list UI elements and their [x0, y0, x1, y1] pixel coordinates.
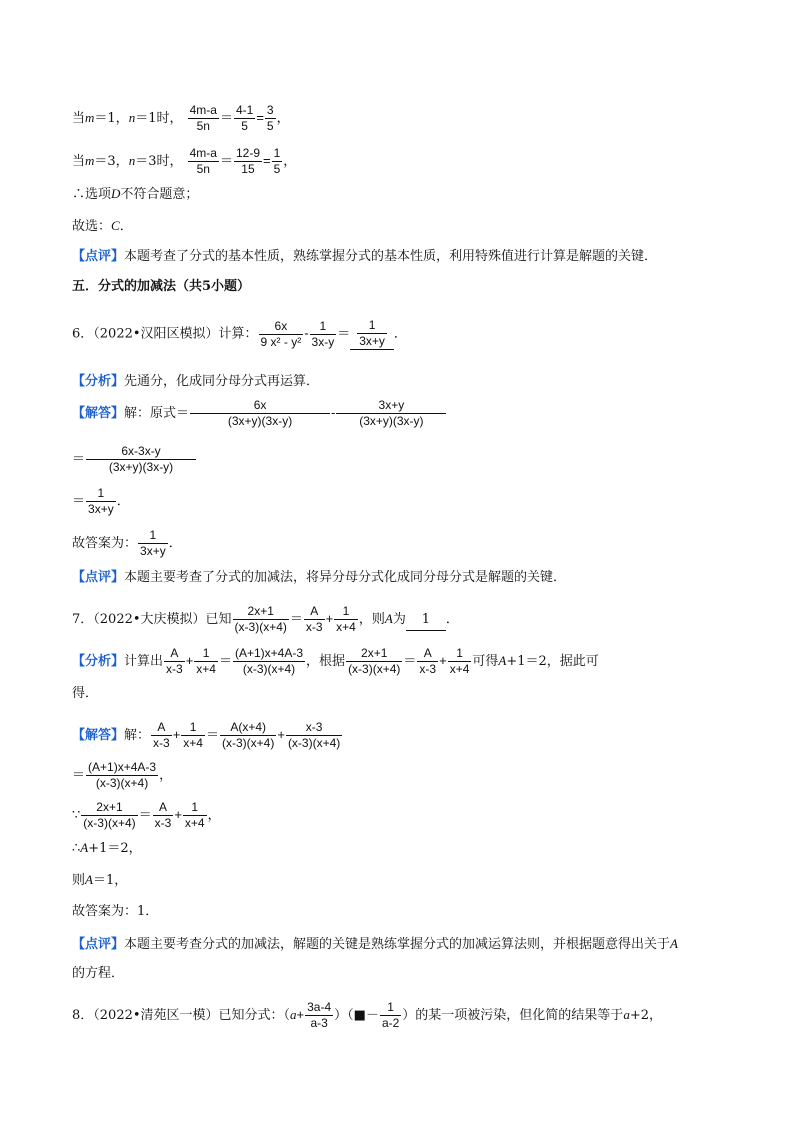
denominator: (x-3)(x+4): [95, 776, 149, 790]
comment-line: [72, 568, 566, 588]
text: 解：: [124, 728, 151, 743]
fraction: [334, 604, 358, 635]
fraction: [272, 146, 283, 177]
solution-step-3: [72, 800, 221, 831]
option-d: D: [111, 186, 121, 201]
fraction: [417, 646, 438, 677]
numerator: 1: [310, 319, 337, 335]
fraction: [164, 646, 185, 677]
solution-tag: 【解答】: [72, 406, 125, 421]
text: 故答案为：: [72, 536, 138, 551]
numerator: 3: [266, 103, 274, 117]
comment-tag: 【点评】: [72, 570, 125, 585]
solution-step-2: [72, 444, 197, 475]
text: ，: [159, 768, 173, 783]
denominator: 5: [241, 119, 248, 133]
operator: ＝: [289, 611, 303, 626]
analysis-line: [72, 646, 599, 677]
fraction: [190, 398, 330, 429]
denominator: x+4: [336, 620, 356, 634]
numerator: A: [151, 720, 172, 736]
conclusion-line: [72, 184, 198, 205]
numerator: (A+1)x+4A-3: [88, 760, 157, 774]
denominator: (3x+y)(3x-y): [359, 414, 424, 428]
denominator: 3x-y: [311, 334, 335, 349]
solution-step-2: [72, 760, 172, 791]
text: 则: [72, 873, 86, 888]
denominator: x-3: [166, 662, 183, 676]
var-a: a: [290, 1007, 297, 1022]
analysis-tag: 【分析】: [72, 374, 125, 389]
comment-text: 本题考查了分式的基本性质，熟练掌握分式的基本性质，利用特殊值进行计算是解题的关键．: [124, 249, 658, 264]
numerator: 4-1: [235, 103, 254, 117]
denominator: (3x+y)(3x-y): [108, 460, 174, 474]
fraction: [346, 646, 402, 677]
denominator: x-3: [419, 662, 437, 676]
question-number: 8．（2022•清苑区一模）已知分式：（: [72, 1008, 291, 1023]
question-7: [72, 604, 459, 635]
fraction: [183, 800, 207, 831]
var-a: A: [498, 653, 507, 668]
text: +1＝2，据此可: [506, 654, 599, 669]
analysis-text: 先通分，化成同分母分式再运算．: [124, 374, 320, 389]
numerator: A: [153, 800, 174, 816]
text: ，: [276, 111, 290, 126]
fraction: [181, 720, 205, 751]
text: ，: [207, 808, 221, 823]
denominator: 5n: [196, 119, 210, 133]
solution-step-5: [72, 870, 127, 891]
var-a: A: [384, 611, 393, 626]
text: ，则: [358, 612, 385, 627]
numerator: 1: [448, 646, 472, 662]
fraction: [81, 800, 137, 831]
denominator: (x-3)(x+4): [83, 816, 136, 830]
solution-tag: 【解答】: [72, 728, 125, 743]
var-m: m: [85, 110, 95, 125]
numerator: 6x-3x-y: [86, 444, 196, 460]
fraction: [188, 103, 219, 134]
answer-blank: 1: [406, 610, 446, 631]
numerator: A: [417, 646, 438, 662]
fraction: [265, 103, 276, 134]
numerator: 4m-a: [189, 103, 217, 117]
var-m: m: [85, 153, 95, 168]
operator: +: [296, 1007, 305, 1022]
denominator: 9 x² - y²: [260, 334, 302, 349]
numerator: 1: [194, 646, 218, 662]
numerator: 1: [138, 528, 168, 544]
fraction: [233, 604, 289, 635]
comment-line: [72, 247, 657, 267]
solution-step-4: [72, 838, 142, 859]
comment-line: [72, 934, 678, 955]
fraction: [286, 720, 342, 751]
solution-line-m1: 当m＝1，n＝1时， $\frac{4m-a}{5n}$ ＝ $\frac{4-1}{5}$ = $\frac{3}{5}$ ，: [72, 103, 290, 133]
fraction: [233, 646, 305, 677]
numerator: A(x+4): [220, 720, 276, 736]
text: ）的某一项被污染，但化简的结果等于: [402, 1008, 624, 1023]
comment-tag: 【点评】: [72, 937, 125, 952]
denominator: x+4: [183, 736, 203, 750]
operator: -: [331, 405, 336, 420]
solution-line-m3: 当m＝3，n＝3时， $\frac{4m-a}{5n}$ ＝ $\frac{12-9}{15}$ = $\frac{1}{5}$ ，: [72, 146, 297, 176]
fraction: [448, 646, 472, 677]
operator: ＝: [403, 653, 417, 668]
denominator: x+4: [196, 662, 216, 676]
numerator: 2x+1: [346, 646, 402, 662]
numerator: 1: [181, 720, 205, 736]
var-a: A: [80, 840, 89, 855]
fraction: [310, 319, 337, 350]
option-c: C: [111, 218, 120, 233]
numerator: 6x: [259, 319, 304, 335]
var-n: n: [128, 110, 136, 125]
text: 不符合题意；: [120, 187, 199, 202]
denominator: (3x+y)(3x-y): [227, 414, 293, 428]
denominator: 3x+y: [88, 502, 114, 516]
text: 解：原式＝: [124, 406, 190, 421]
operator: +: [325, 611, 334, 626]
operator: +: [439, 653, 447, 668]
numerator: 1: [183, 800, 207, 816]
text: ＝: [72, 494, 86, 509]
text: ＝3，: [94, 154, 129, 169]
answer-line: [72, 216, 133, 237]
var-a: A: [670, 936, 678, 951]
text: ＝: [72, 768, 86, 783]
denominator: x-3: [153, 736, 170, 750]
section-heading: 五．分式的加减法（共5小题）: [72, 279, 251, 294]
comment-text: 本题主要考查了分式的加减法，将异分母分式化成同分母分式是解题的关键．: [124, 570, 567, 585]
numerator: A: [304, 604, 325, 620]
text: ．: [445, 612, 459, 627]
text: ．: [393, 326, 407, 342]
solution-step-1: [72, 398, 447, 429]
text: ＝1时，: [135, 111, 183, 126]
text: ，根据: [306, 654, 346, 669]
analysis-continuation: 得．: [72, 686, 99, 701]
question-8: [72, 1000, 662, 1031]
text: ）（■－: [334, 1008, 379, 1023]
text: ＝: [72, 452, 86, 467]
text: 当: [72, 154, 86, 169]
var-n: n: [128, 153, 136, 168]
text: ＝3时，: [135, 154, 183, 169]
fraction: [234, 146, 262, 177]
numerator: 1: [273, 146, 281, 160]
denominator: (x-3)(x+4): [242, 662, 296, 676]
fraction: [86, 444, 196, 475]
numerator: 1: [86, 486, 116, 502]
text: 可得: [472, 654, 499, 669]
numerator: x-3: [286, 720, 342, 736]
denominator: a-2: [381, 1016, 400, 1030]
answer-line: [72, 528, 182, 559]
denominator: x+4: [449, 662, 470, 676]
operator: +: [174, 807, 182, 822]
text: ．: [116, 494, 130, 509]
question-number: 7．（2022•大庆模拟）已知: [72, 612, 232, 627]
text: ∴选项: [72, 187, 112, 202]
fraction: [259, 319, 304, 350]
denominator: a-3: [310, 1016, 328, 1030]
fraction: [220, 720, 276, 751]
numerator: 2x+1: [233, 604, 289, 620]
numerator: A: [164, 646, 185, 662]
denominator: 3x+y: [359, 334, 385, 348]
text: +1＝2，: [88, 841, 142, 856]
fraction: [357, 318, 387, 349]
var-a: a: [623, 1007, 630, 1022]
comment-continuation: 的方程．: [72, 966, 125, 981]
denominator: (x-3)(x+4): [234, 620, 287, 634]
text: +2，: [629, 1008, 662, 1023]
denominator: 15: [241, 162, 255, 176]
answer-line: 故答案为：1．: [72, 904, 159, 919]
var-a: A: [85, 872, 93, 887]
numerator: 2x+1: [81, 800, 137, 816]
text: ＝1，: [92, 873, 128, 888]
fraction: [194, 646, 218, 677]
fraction: [151, 720, 172, 751]
operator: ＝: [218, 653, 232, 668]
denominator: 3x+y: [140, 544, 166, 558]
denominator: 5: [266, 119, 274, 133]
denominator: x-3: [154, 816, 172, 830]
numerator: (A+1)x+4A-3: [235, 646, 304, 660]
fraction: [380, 1000, 401, 1031]
text: 故选：: [72, 219, 112, 234]
text: ．: [119, 219, 133, 234]
operator: +: [172, 727, 181, 742]
text: 为: [392, 612, 406, 627]
denominator: x+4: [184, 816, 205, 830]
text: ∴: [72, 841, 81, 856]
analysis-line: [72, 372, 319, 392]
text: ＝: [337, 326, 351, 342]
operator: ＝: [138, 807, 152, 822]
solution-step-1: [72, 720, 343, 751]
numerator: 1: [380, 1000, 401, 1016]
text: ．: [168, 536, 182, 551]
denominator: (x-3)(x+4): [287, 736, 341, 750]
text: ∵: [72, 808, 81, 823]
fraction: [336, 398, 446, 429]
text: ，: [283, 154, 297, 169]
numerator: 4m-a: [189, 146, 217, 160]
numerator: 6x: [190, 398, 330, 414]
text: 计算出: [124, 654, 164, 669]
denominator: 5n: [196, 162, 210, 176]
denominator: (x-3)(x+4): [348, 662, 401, 676]
text: ＝1，: [94, 111, 129, 126]
comment-tag: 【点评】: [72, 249, 125, 264]
denominator: x-3: [305, 620, 323, 634]
fraction: [138, 528, 168, 559]
operator: +: [185, 653, 194, 668]
fraction: [305, 1000, 333, 1031]
fraction: [188, 146, 219, 177]
numerator: 1: [334, 604, 358, 620]
numerator: 12-9: [235, 146, 260, 160]
numerator: 3x+y: [336, 398, 446, 414]
analysis-tag: 【分析】: [72, 654, 125, 669]
fraction: [86, 486, 116, 517]
solution-step-3: [72, 486, 130, 517]
answer-blank: [350, 318, 394, 350]
text: 当: [72, 111, 86, 126]
comment-text: 本题主要考查分式的加减法，解题的关键是熟练掌握分式的加减运算法则，并根据题意得出关于: [124, 937, 671, 952]
fraction: [304, 604, 325, 635]
fraction: [153, 800, 174, 831]
denominator: (x-3)(x+4): [222, 736, 275, 750]
numerator: 1: [357, 318, 387, 334]
operator: -: [304, 325, 309, 341]
question-number: 6．（2022•汉阳区模拟）计算：: [72, 326, 258, 342]
operator: +: [277, 727, 285, 742]
denominator: 5: [273, 162, 281, 176]
numerator: 3a-4: [307, 1000, 332, 1014]
operator: ＝: [205, 727, 219, 742]
fraction: [86, 760, 158, 791]
fraction: [234, 103, 255, 134]
question-6: [72, 318, 407, 350]
